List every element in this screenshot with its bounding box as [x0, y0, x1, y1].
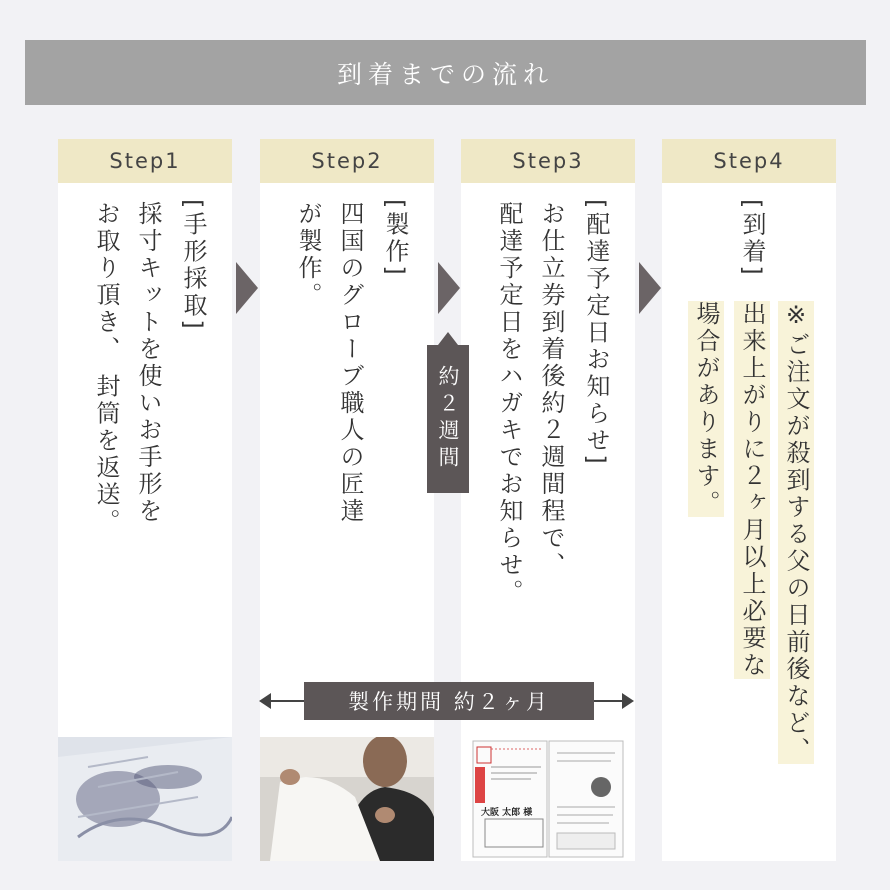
step2-title: [製作]: [381, 199, 409, 278]
hand-print-photo: [58, 737, 232, 861]
step3-text-line2: 配達予定日をハガキでお知らせ。: [495, 201, 523, 606]
chevron-right-icon: [639, 262, 661, 314]
step-card-2: [260, 139, 434, 861]
step3-title: [配達予定日お知らせ]: [582, 199, 610, 467]
step2-text-line1: 四国のグローブ職人の匠達: [336, 201, 364, 525]
duration-badge: [427, 345, 469, 493]
arrow-right-icon: [622, 693, 634, 709]
arrow-left-icon: [259, 693, 271, 709]
banner-title: 到着までの流れ: [336, 59, 554, 89]
step3-text-line1: お仕立券到着後約２週間程で、: [537, 201, 565, 579]
badge-pointer: [438, 332, 458, 345]
step1-text-line1: 採寸キットを使いお手形を: [134, 201, 162, 525]
postcard-name: 大阪 太郎 様: [481, 808, 533, 818]
craftsman-photo: [260, 737, 434, 861]
production-period-text: 製作期間 約２ヶ月: [348, 690, 550, 714]
chevron-right-icon: [236, 262, 258, 314]
duration-badge-label: 約２週間: [436, 365, 460, 473]
postcard-photo: [461, 737, 635, 861]
section-banner: [25, 40, 866, 105]
chevron-right-icon: [438, 262, 460, 314]
step-header-4: Step4: [662, 139, 836, 183]
step-header-1: Step1: [58, 139, 232, 183]
step-card-3: [461, 139, 635, 861]
step2-text-line2: が製作。: [294, 201, 322, 309]
step4-note-line2: 出来上がりに２ヶ月以上必要な: [734, 301, 770, 679]
step-header-3: Step3: [461, 139, 635, 183]
step4-title: [到着]: [738, 199, 766, 278]
production-period-label: [304, 682, 594, 720]
step-card-1: [58, 139, 232, 861]
step4-note-line1: ※ご注文が殺到する父の日前後など、: [778, 301, 814, 764]
step4-note-line3: 場合があります。: [688, 301, 724, 517]
step1-text-line2: お取り頂き、 封筒を返送。: [92, 201, 120, 536]
step-header-2: Step2: [260, 139, 434, 183]
step-card-4: [662, 139, 836, 861]
step1-title: [手形採取]: [179, 199, 207, 332]
